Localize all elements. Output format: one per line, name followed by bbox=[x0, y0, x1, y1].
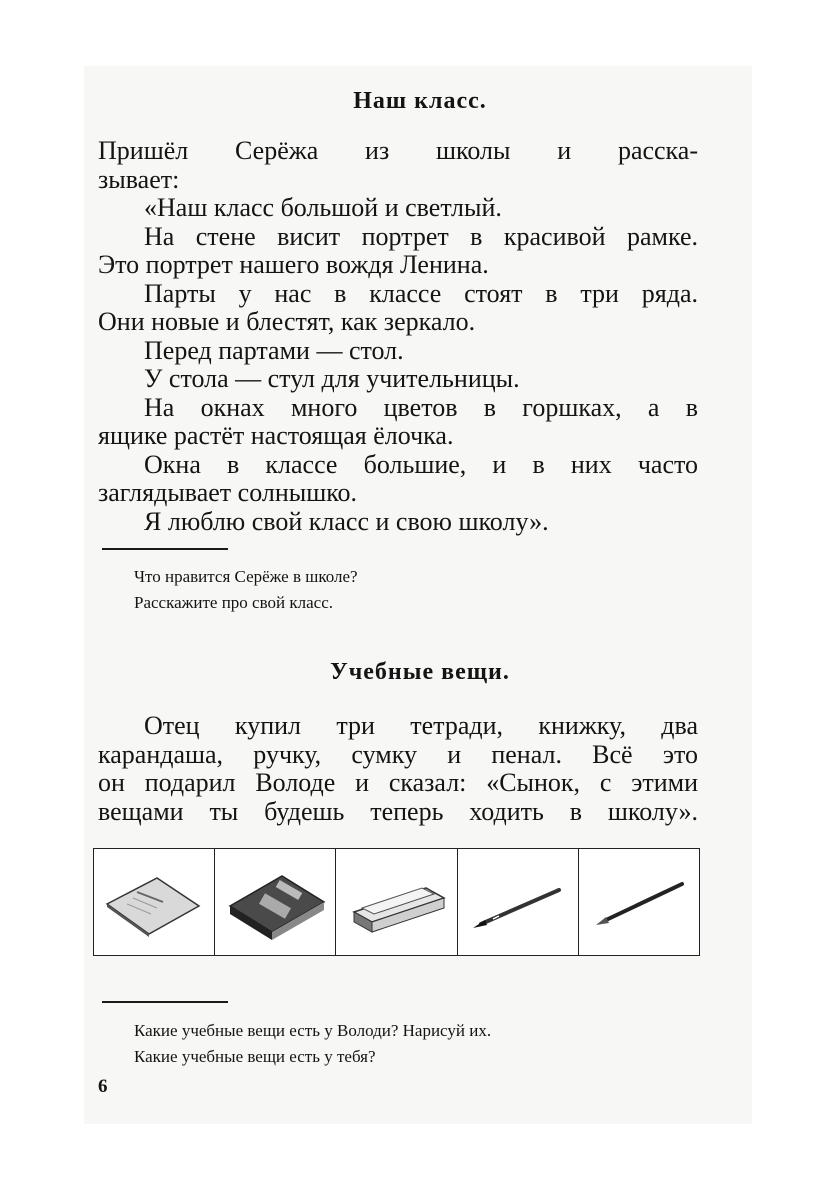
text-line: На стене висит портрет в красивой рамке. bbox=[144, 222, 698, 251]
text-line: зывает: bbox=[98, 165, 180, 194]
supplies-picture-strip bbox=[93, 848, 700, 956]
text-line: Я люблю свой класс и свою школу». bbox=[144, 507, 549, 536]
question: Какие учебные вещи есть у Володи? Нарисуй их. bbox=[134, 1021, 492, 1040]
question: Расскажите про свой класс. bbox=[134, 593, 333, 612]
text-line: Окна в классе большие, и в них часто bbox=[144, 450, 698, 479]
text-line: Перед партами — стол. bbox=[144, 336, 404, 365]
text-line: Они новые и блестят, как зеркало. bbox=[98, 307, 476, 336]
pencil-icon bbox=[584, 862, 694, 942]
text-line: вещами ты будешь теперь ходить в школу». bbox=[98, 797, 698, 826]
picture-cell bbox=[336, 849, 457, 955]
picture-cell bbox=[579, 849, 699, 955]
pencil-case-icon bbox=[342, 862, 452, 942]
picture-cell bbox=[458, 849, 579, 955]
text-line: «Наш класс большой и светлый. bbox=[144, 193, 502, 222]
text-line: заглядывает солнышко. bbox=[98, 478, 358, 507]
question: Что нравится Серёже в школе? bbox=[134, 567, 358, 586]
section-title-school-supplies: Учебные вещи. bbox=[330, 659, 510, 685]
text-line: Парты у нас в классе стоят в три ряда. bbox=[144, 279, 698, 308]
book-icon bbox=[220, 862, 330, 942]
section-title-our-class: Наш класс. bbox=[353, 88, 487, 114]
text-line: карандаша, ручку, сумку и пенал. Всё это bbox=[98, 740, 698, 769]
text-line: Это портрет нашего вождя Ленина. bbox=[98, 250, 489, 279]
divider bbox=[102, 548, 228, 550]
page-number: 6 bbox=[98, 1076, 108, 1097]
pen-icon bbox=[463, 862, 573, 942]
text-line: ящике растёт настоящая ёлочка. bbox=[98, 421, 454, 450]
divider bbox=[102, 1001, 228, 1003]
text-line: На окнах много цветов в горшках, а в bbox=[144, 393, 698, 422]
notebook-icon bbox=[99, 862, 209, 942]
text-line: Пришёл Серёжа из школы и расска- bbox=[98, 136, 698, 165]
text-line: У стола — стул для учительницы. bbox=[144, 364, 520, 393]
text-line: он подарил Володе и сказал: «Сынок, с этими bbox=[98, 768, 698, 797]
question: Какие учебные вещи есть у тебя? bbox=[134, 1047, 376, 1066]
picture-cell bbox=[215, 849, 336, 955]
picture-cell bbox=[94, 849, 215, 955]
text-line: Отец купил три тетради, книжку, два bbox=[144, 711, 698, 740]
